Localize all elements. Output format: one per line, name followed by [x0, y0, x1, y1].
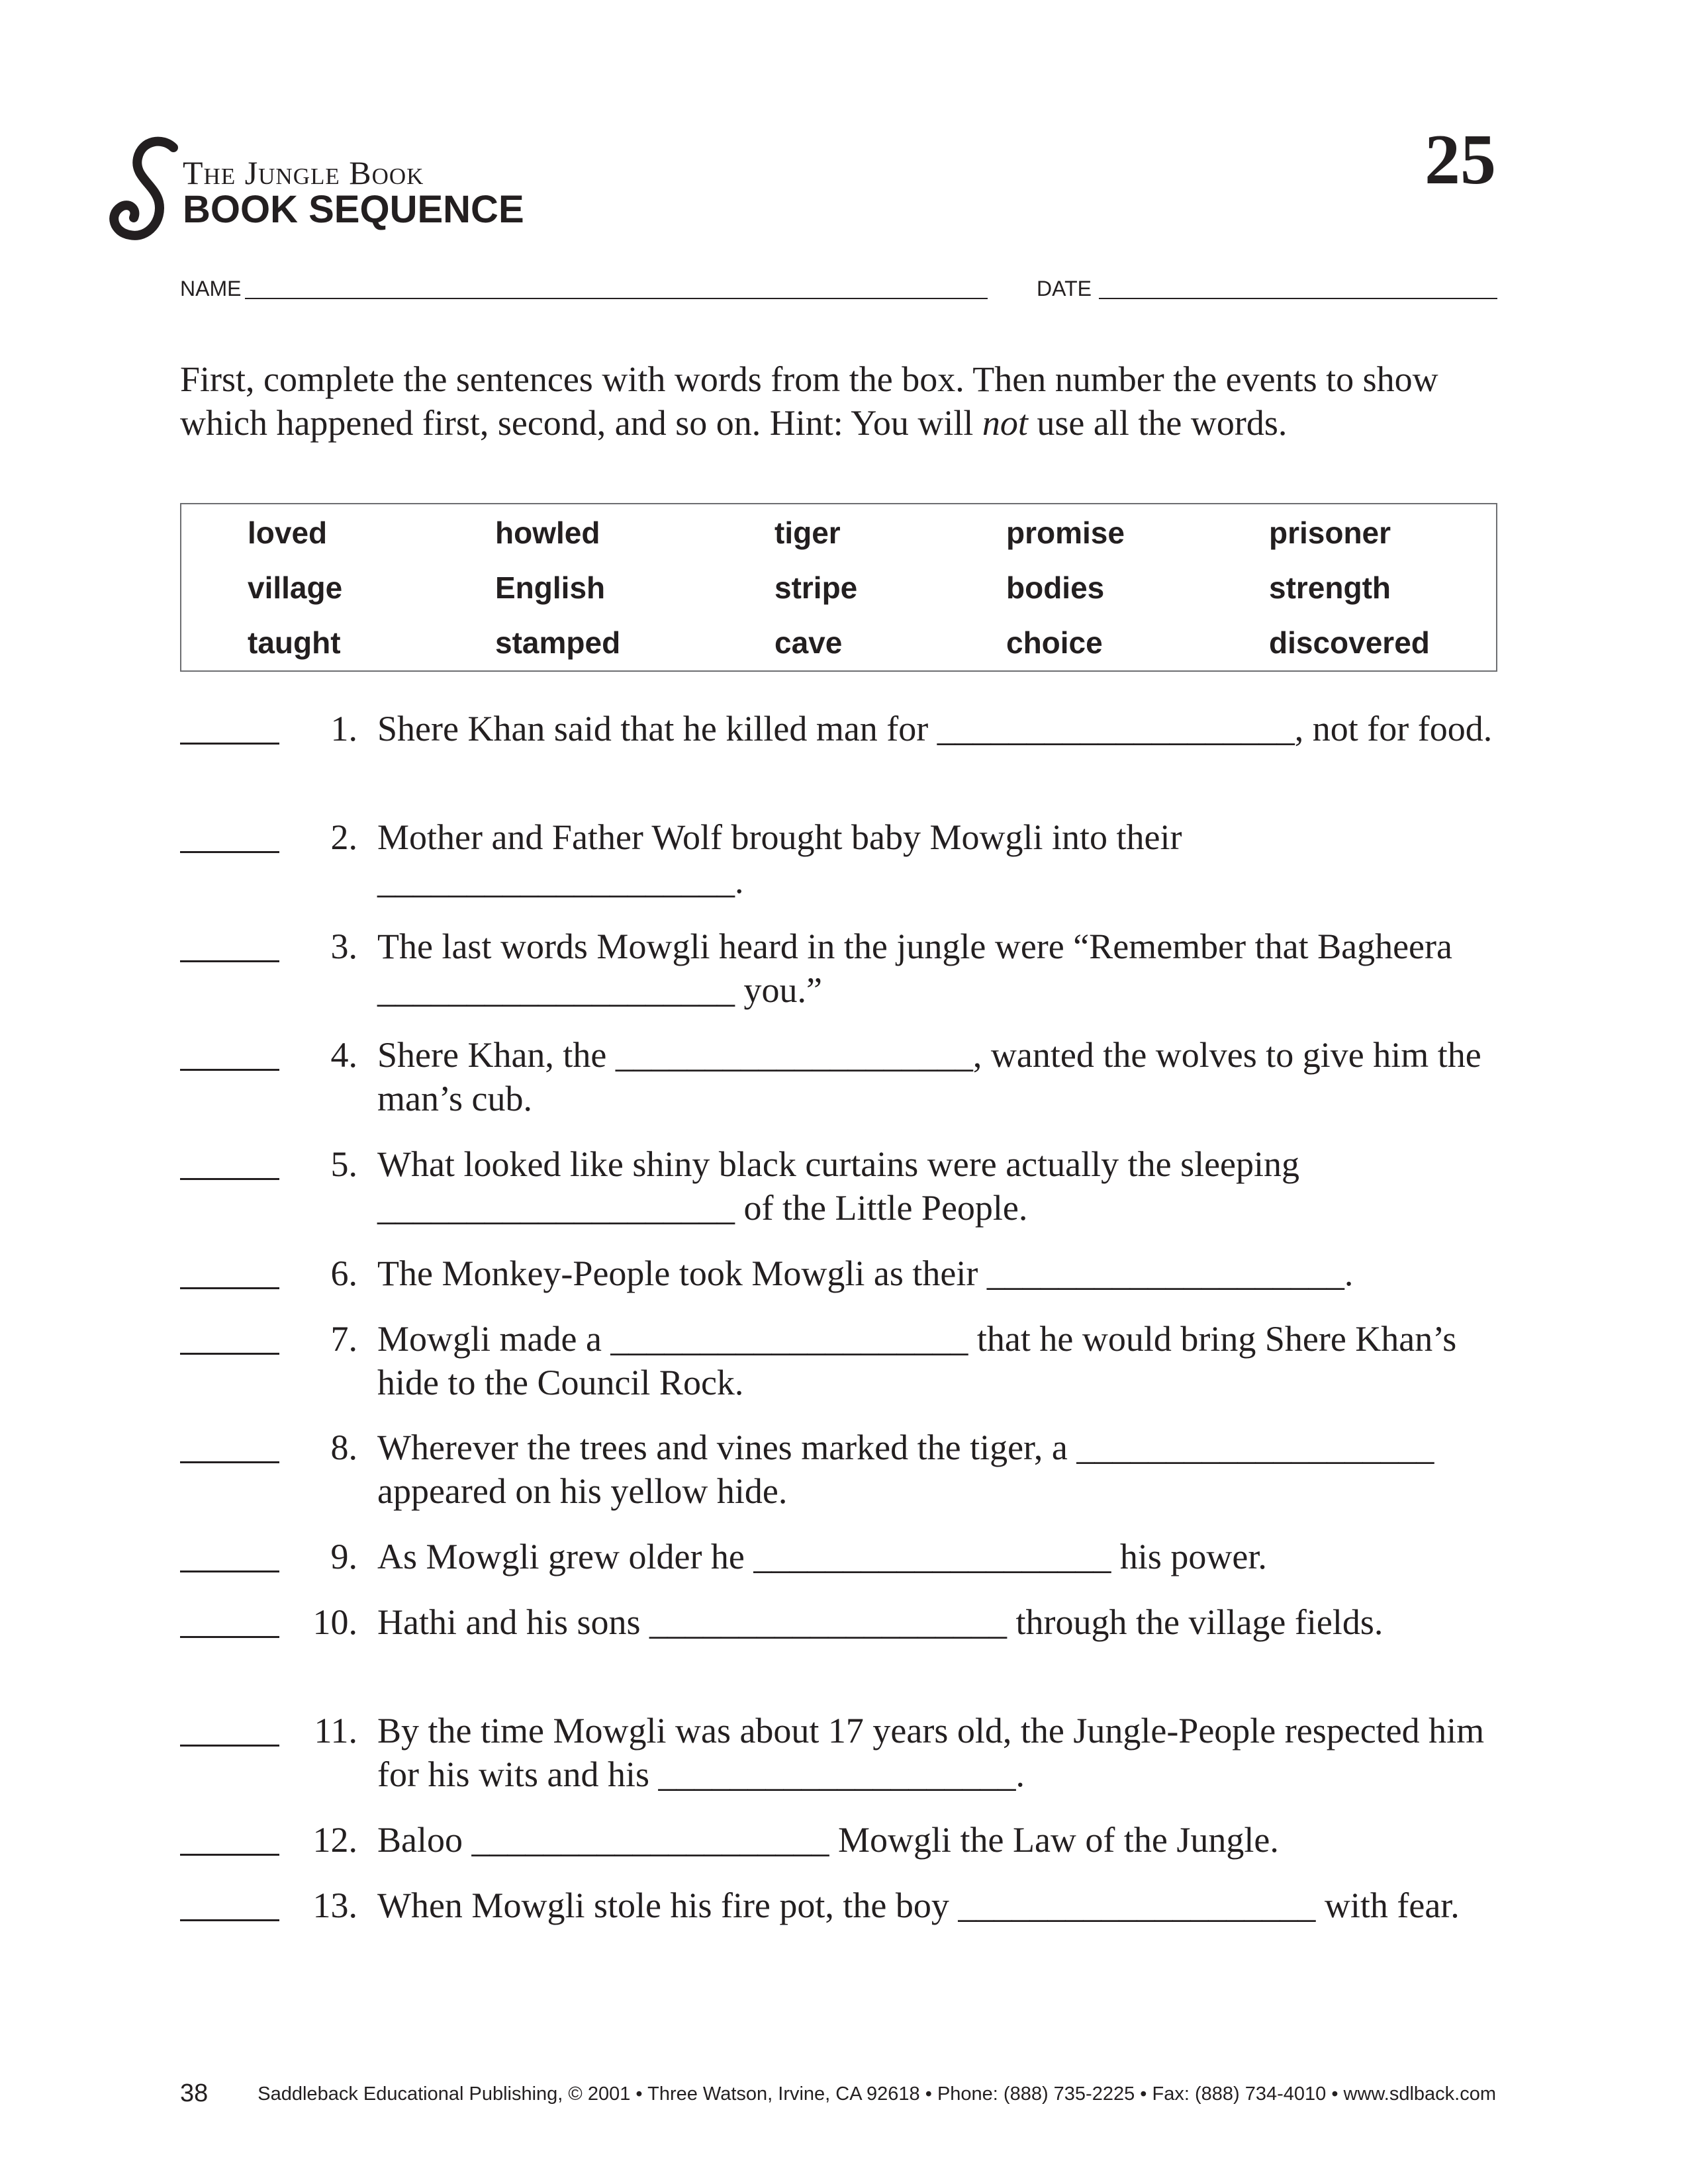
item-number: 13.: [312, 1886, 357, 1925]
item-number: 8.: [330, 1428, 357, 1467]
word-box-item: discovered: [1269, 625, 1430, 660]
order-blank[interactable]: [180, 1570, 279, 1572]
order-blank[interactable]: [180, 1461, 279, 1463]
word-box-item: choice: [1006, 625, 1103, 660]
publisher-logo-icon: [99, 136, 192, 245]
item-sentence: As Mowgli grew older he ____________________ his power.: [377, 1537, 1267, 1576]
item-sentence: Wherever the trees and vines marked the tiger, a ____________________ appeared on his yellow hide.: [377, 1428, 1434, 1511]
item-sentence: The last words Mowgli heard in the jungle were “Remember that Bagheera ____________________ you.”: [377, 927, 1452, 1010]
item-number: 1.: [330, 709, 357, 749]
item-sentence: Mother and Father Wolf brought baby Mowgli into their ____________________.: [377, 817, 1182, 901]
order-blank[interactable]: [180, 1069, 279, 1071]
name-label: NAME: [180, 277, 242, 300]
word-box-item: loved: [248, 516, 328, 550]
item-sentence: When Mowgli stole his fire pot, the boy ____________________ with fear.: [377, 1886, 1460, 1925]
item-number: 11.: [314, 1711, 357, 1751]
word-box-item: bodies: [1006, 570, 1105, 605]
item-number: 5.: [330, 1144, 357, 1184]
word-box-item: tiger: [774, 516, 841, 550]
book-title: The Jungle Book: [183, 154, 424, 191]
word-box-item: English: [495, 570, 606, 605]
word-box-item: howled: [495, 516, 600, 550]
worksheet-title: BOOK SEQUENCE: [183, 188, 524, 231]
word-box-item: prisoner: [1269, 516, 1391, 550]
item-sentence: By the time Mowgli was about 17 years old, the Jungle-People respected him for his wits and his ____________________.: [377, 1711, 1485, 1794]
item-sentence: Baloo ____________________ Mowgli the Law of the Jungle.: [377, 1820, 1279, 1860]
order-blank[interactable]: [180, 743, 279, 745]
word-box-item: village: [248, 570, 343, 605]
item-number: 3.: [330, 927, 357, 966]
word-box: [180, 503, 1497, 672]
publisher-credit: Saddleback Educational Publishing, © 2001 • Three Watson, Irvine, CA 92618 • Phone: (888) 735-2225 • Fax: (888) 734-4010 • www.sdlback.com: [258, 2083, 1496, 2105]
order-blank[interactable]: [180, 1178, 279, 1180]
word-box-item: strength: [1269, 570, 1391, 605]
order-blank[interactable]: [180, 1287, 279, 1289]
word-box-item: stripe: [774, 570, 858, 605]
word-box-item: promise: [1006, 516, 1125, 550]
item-sentence: What looked like shiny black curtains were actually the sleeping ____________________ of the Little People.: [377, 1144, 1300, 1228]
item-number: 4.: [330, 1035, 357, 1075]
instructions: First, complete the sentences with words from the box. Then number the events to show which happened first, second, and so on. Hint: You will not use all the words.: [180, 359, 1438, 443]
order-blank[interactable]: [180, 1353, 279, 1355]
word-box-item: stamped: [495, 625, 621, 660]
order-blank[interactable]: [180, 960, 279, 962]
item-sentence: Shere Khan said that he killed man for ____________________, not for food.: [377, 709, 1493, 749]
date-field[interactable]: [1099, 298, 1497, 299]
date-label: DATE: [1037, 277, 1092, 300]
item-number: 2.: [330, 817, 357, 857]
item-number: 9.: [330, 1537, 357, 1576]
order-blank[interactable]: [180, 1919, 279, 1921]
item-number: 7.: [330, 1319, 357, 1359]
word-box-item: cave: [774, 625, 843, 660]
item-number: 6.: [330, 1253, 357, 1293]
order-blank[interactable]: [180, 1745, 279, 1747]
word-box-item: taught: [248, 625, 341, 660]
item-number: 10.: [312, 1602, 357, 1642]
item-sentence: Hathi and his sons ____________________ through the village fields.: [377, 1602, 1383, 1642]
footer-page-number: 38: [180, 2079, 209, 2107]
worksheet-number: 25: [1425, 120, 1496, 199]
item-sentence: Mowgli made a ____________________ that he would bring Shere Khan’s hide to the Council Rock.: [377, 1319, 1457, 1402]
order-blank[interactable]: [180, 1854, 279, 1856]
item-sentence: The Monkey-People took Mowgli as their ____________________.: [377, 1253, 1354, 1293]
item-number: 12.: [312, 1820, 357, 1860]
order-blank[interactable]: [180, 851, 279, 853]
item-sentence: Shere Khan, the ____________________, wanted the wolves to give him the man’s cub.: [377, 1035, 1481, 1118]
order-blank[interactable]: [180, 1636, 279, 1638]
name-field[interactable]: [245, 298, 988, 299]
